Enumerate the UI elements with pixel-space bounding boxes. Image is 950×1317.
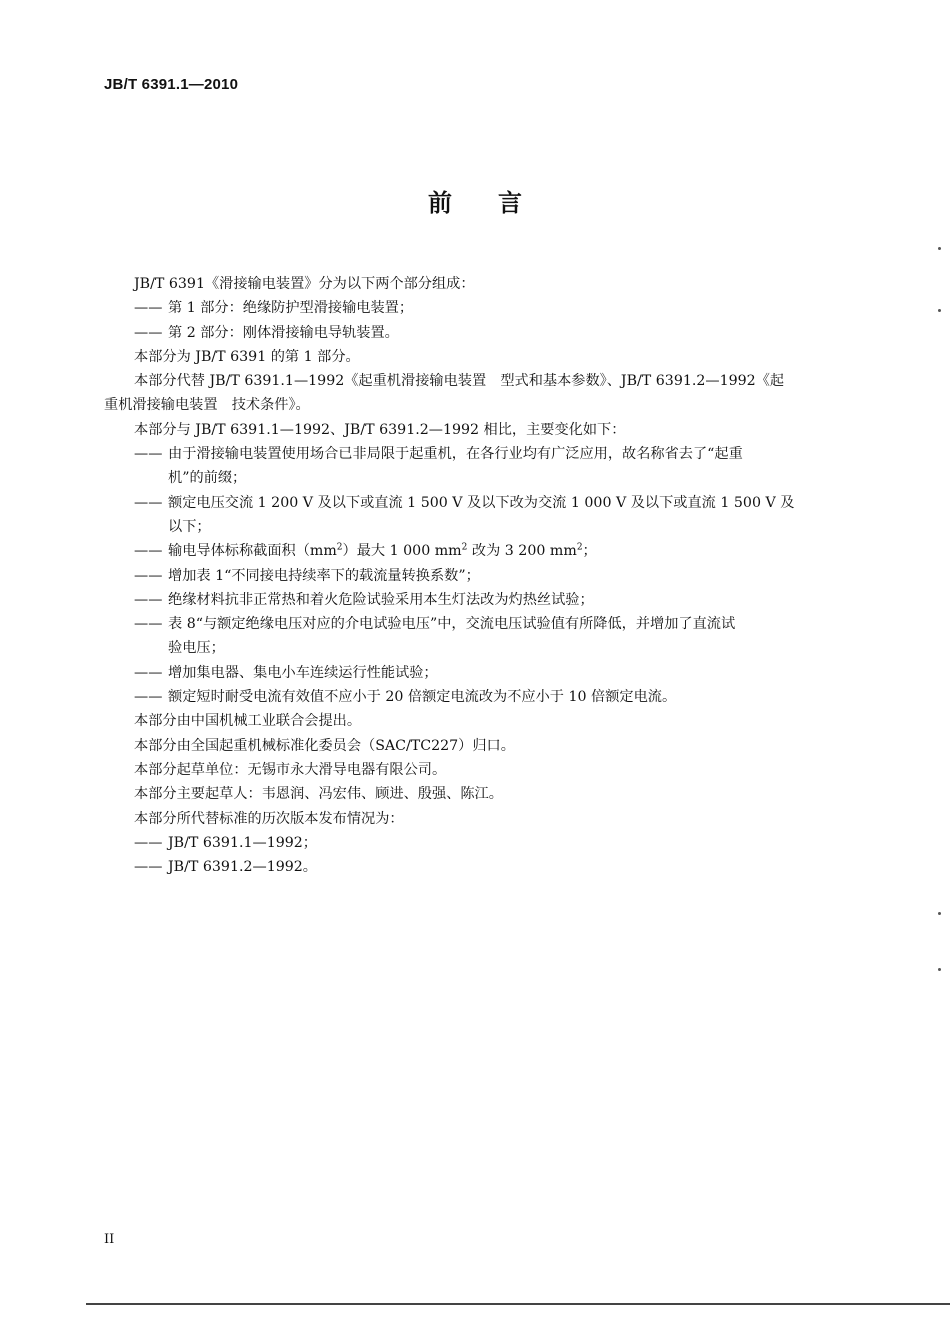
dash-mark: —— (134, 664, 163, 681)
change-item-text (168, 612, 852, 661)
paragraph-drafting-unit: 本部分起草单位：无锡市永大滑导电器有限公司。 (134, 761, 447, 778)
change-item-line: 验电压； (168, 640, 225, 657)
text-run: ）最大 1 000 mm (342, 543, 462, 560)
paragraph-changes-intro: 本部分与 JB/T 6391.1—1992、JB/T 6391.2—1992 相比，主要变化如下： (134, 421, 626, 438)
change-item-line: 由于滑接输电装置使用场合已非局限于起重机，在各行业均有广泛应用，故名称省去了“起重 (168, 446, 743, 463)
change-item-text: 绝缘材料抗非正常热和着火危险试验采用本生灯法改为灼热丝试验； (168, 591, 594, 608)
scan-speck (938, 247, 941, 250)
change-item-text: 增加集电器、集电小车连续运行性能试验； (168, 664, 438, 681)
history-item-text: JB/T 6391.2—1992。 (168, 859, 317, 876)
foreword-body (104, 272, 852, 879)
history-item-text: JB/T 6391.1—1992； (168, 834, 317, 851)
dash-mark: —— (134, 567, 163, 584)
paragraph-main-drafters: 本部分主要起草人：韦恩润、冯宏伟、顾进、殷强、陈江。 (134, 786, 503, 803)
list-item-part-1 (134, 296, 852, 320)
dash-mark: —— (134, 300, 163, 317)
change-item-4 (134, 564, 852, 588)
change-item-line: 以下； (168, 518, 211, 535)
paragraph-history-intro: 本部分所代替标准的历次版本发布情况为： (134, 810, 404, 827)
change-item-5 (134, 588, 852, 612)
change-item-6 (134, 612, 852, 661)
change-item-text (168, 442, 852, 491)
change-item-2 (134, 491, 852, 540)
dash-mark: —— (134, 859, 163, 876)
paragraph-parts-intro: JB/T 6391《滑接输电装置》分为以下两个部分组成： (134, 276, 475, 292)
dash-mark: —— (134, 494, 163, 511)
change-item-1 (134, 442, 852, 491)
change-item-text: 增加表 1“不同接电持续率下的载流量转换系数”； (168, 567, 480, 584)
history-item-1 (134, 831, 852, 855)
change-item-line: 机”的前缀； (168, 470, 247, 487)
list-item-text: 第 1 部分：绝缘防护型滑接输电装置； (168, 300, 414, 317)
dash-mark: —— (134, 616, 163, 633)
list-item-text: 第 2 部分：刚体滑接输电导轨装置。 (168, 324, 399, 341)
dash-mark: —— (134, 543, 163, 560)
text-run: 改为 3 200 mm (467, 543, 577, 560)
change-item-line: 额定电压交流 1 200 V 及以下或直流 1 500 V 及以下改为交流 1 000 V 及以下或直流 1 500 V 及 (168, 494, 795, 511)
dash-mark: —— (134, 324, 163, 341)
scan-speck (938, 309, 941, 312)
change-item-text (168, 539, 852, 563)
paragraph-part-scope: 本部分为 JB/T 6391 的第 1 部分。 (134, 348, 360, 365)
paragraph-proposed-by: 本部分由中国机械工业联合会提出。 (134, 713, 362, 730)
scan-speck (938, 968, 941, 971)
dash-mark: —— (134, 689, 163, 706)
superscript: 2 (336, 542, 343, 553)
dash-mark: —— (134, 591, 163, 608)
change-item-text (168, 491, 852, 540)
text-run: ； (582, 543, 597, 560)
page-number: II (104, 1232, 115, 1247)
change-item-text: 额定短时耐受电流有效值不应小于 20 倍额定电流改为不应小于 10 倍额定电流。 (168, 689, 677, 706)
standard-number: JB/T 6391.1—2010 (104, 76, 239, 93)
paragraph-replaces-line1: 本部分代替 JB/T 6391.1—1992《起重机滑接输电装置 型式和基本参数》、JB/T 6391.2—1992《起 (134, 373, 785, 390)
change-item-8 (134, 685, 852, 709)
dash-mark: —— (134, 834, 163, 851)
dash-mark: —— (134, 446, 163, 463)
scan-speck (938, 912, 941, 915)
paragraph-replaces-line2: 重机滑接输电装置 技术条件》。 (104, 397, 310, 414)
change-item-line: 表 8“与额定绝缘电压对应的介电试验电压”中，交流电压试验值有所降低，并增加了直流试 (168, 616, 736, 633)
superscript: 2 (461, 542, 468, 553)
superscript: 2 (576, 542, 583, 553)
paragraph-under-jurisdiction: 本部分由全国起重机械标准化委员会（SAC/TC227）归口。 (134, 737, 515, 754)
page-title: 前言 (428, 189, 568, 217)
change-item-3 (134, 539, 852, 563)
bottom-divider (86, 1303, 950, 1305)
text-run: 输电导体标称截面积（mm (168, 543, 337, 560)
change-item-7 (134, 661, 852, 685)
list-item-part-2 (134, 321, 852, 345)
history-item-2 (134, 855, 852, 879)
